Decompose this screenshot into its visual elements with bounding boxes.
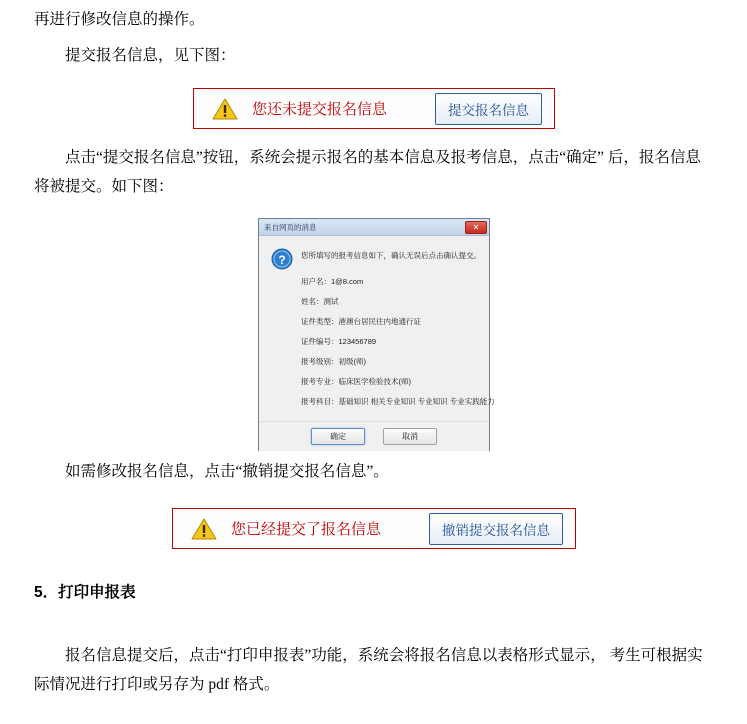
dialog-field-list [301, 272, 495, 412]
paragraph-click-confirm [34, 144, 716, 201]
question-mark-icon [271, 248, 293, 270]
submit-registration-button[interactable]: 提交报名信息 [435, 93, 542, 125]
section-heading-print: 5．打印申报表 [34, 584, 136, 601]
alert-bar-submitted [172, 508, 576, 549]
dialog-field: 证件编号：123456789 [301, 337, 377, 346]
paragraph-print-line1: 报名信息提交后，点击“打印申报表”功能，系统会将报名信息以表格形式显示， [65, 647, 606, 664]
dialog-title: 来自网页的消息 [264, 222, 317, 232]
dialog-field: 证件类型：港澳台居民往内地通行证 [301, 317, 421, 326]
paragraph-print [34, 642, 716, 699]
dialog-field: 报考专业：临床医学检验技术(师) [301, 377, 411, 386]
alert-message: 您已经提交了报名信息 [231, 521, 382, 538]
paragraph-top: 再进行修改信息的操作。 [34, 11, 205, 28]
dialog-field: 报考科目：基础知识 相关专业知识 专业知识 专业实践能力 [301, 397, 495, 406]
cancel-submission-button[interactable]: 撤销提交报名信息 [429, 513, 563, 545]
warning-triangle-icon [212, 97, 238, 121]
close-icon[interactable]: ✕ [465, 221, 487, 234]
dialog-field: 报考级别：初级(师) [301, 357, 366, 366]
dialog-footer [259, 421, 489, 451]
dialog-ok-button[interactable]: 确定 [311, 428, 365, 445]
dialog-field: 用户名：1@8.com [301, 277, 364, 286]
alert-bar-not-submitted [193, 88, 555, 129]
dialog-body [259, 236, 495, 421]
paragraph-click-confirm-line2: 后，报名信息将被提交。如下图： [34, 149, 701, 195]
warning-triangle-icon [191, 517, 217, 541]
paragraph-submit-intro: 提交报名信息，见下图： [65, 47, 236, 64]
alert-message: 您还未提交报名信息 [252, 101, 388, 118]
confirmation-dialog [258, 218, 495, 451]
dialog-title-bar [259, 219, 489, 236]
dialog-field: 姓名：测试 [301, 297, 339, 306]
svg-text:?: ? [278, 253, 286, 267]
paragraph-modify-note: 如需修改报名信息，点击“撤销提交报名信息”。 [65, 463, 389, 480]
paragraph-click-confirm-line1: 点击“提交报名信息”按钮，系统会提示报名的基本信息及报考信息，点击“确定” [65, 149, 605, 166]
dialog-cancel-button[interactable]: 取消 [383, 428, 437, 445]
dialog-lead-text: 您所填写的报考信息如下，确认无误后点击确认提交。 [301, 251, 481, 260]
paragraph-print-line2: 考生可根据实际情况进行打印或另存为 pdf 格式。 [34, 647, 703, 693]
